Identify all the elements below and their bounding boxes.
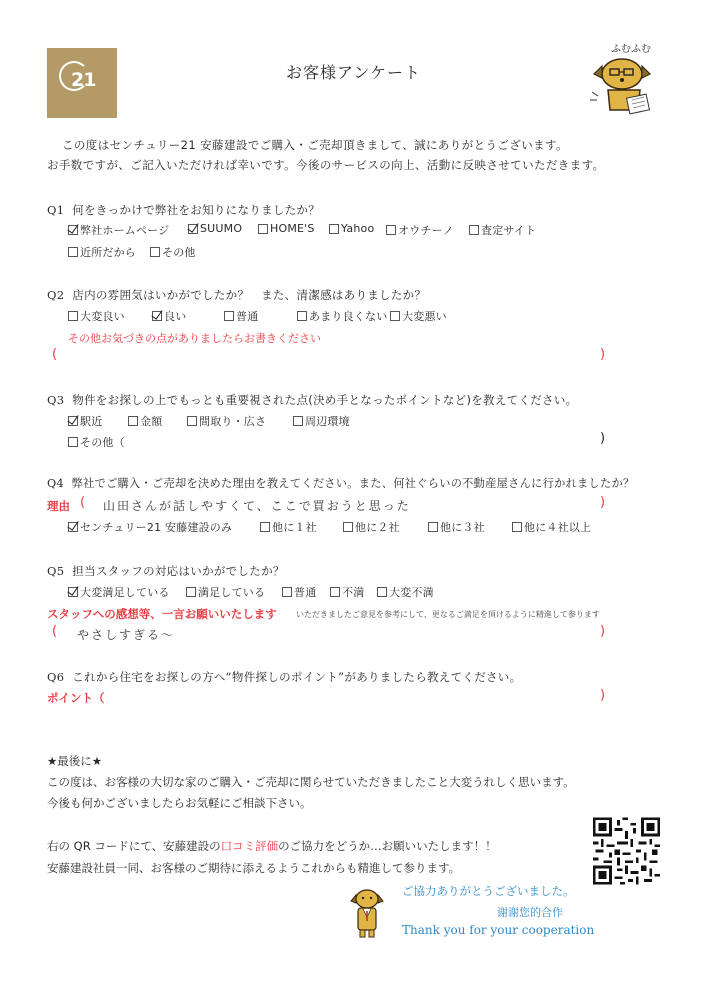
q6-text: これから住宅をお探しの方へ“物件探しのポイント”がありましたら教えてください。 <box>72 670 522 684</box>
checkbox-icon[interactable] <box>186 587 196 597</box>
q4-option-four-plus[interactable]: 他に４社以上 <box>512 519 591 535</box>
checkbox-checked-icon[interactable] <box>68 522 78 532</box>
q5-option-very-satisfied[interactable]: 大変満足している <box>68 584 170 600</box>
q6-point-label: ポイント（ <box>47 691 105 705</box>
q2-paren-close: ) <box>600 347 606 362</box>
q1-option-suumo[interactable]: SUUMO <box>188 222 242 235</box>
checkbox-icon[interactable] <box>258 224 268 234</box>
thanks-english: Thank you for your cooperation <box>402 923 595 937</box>
closing-heading: ★最後に★ <box>47 754 103 768</box>
q1-option-homes[interactable]: HOME'S <box>258 222 315 235</box>
intro-line-2: お手数ですが、ご記入いただければ幸いです。今後のサービスの向上、活動に反映させていただきます。 <box>47 158 605 172</box>
q5-option-satisfied[interactable]: 満足している <box>186 584 265 600</box>
q1-option-homepage[interactable]: 弊社ホームページ <box>68 222 169 238</box>
checkbox-icon[interactable] <box>282 587 292 597</box>
century21-logo <box>47 48 117 118</box>
checkbox-icon[interactable] <box>68 311 78 321</box>
q6-label: Q6 <box>47 670 65 684</box>
checkbox-icon[interactable] <box>150 247 160 257</box>
thanks-japanese: ご協力ありがとうございました。 <box>402 884 575 898</box>
closing-line-2: 今後も何かございましたらお気軽にご相談下さい。 <box>47 796 312 810</box>
q5-note-small: いただきましたご意見を参考にして、更なるご満足を頂けるように精進して参ります <box>296 610 600 619</box>
q3-option-price[interactable]: 金額 <box>128 413 162 429</box>
checkbox-icon[interactable] <box>293 416 303 426</box>
q4-text: 弊社でご購入・ご売却を決めた理由を教えてください。また、何社ぐらいの不動産屋さんに行かれましたか？ <box>71 477 635 490</box>
checkbox-icon[interactable] <box>297 311 307 321</box>
checkbox-icon[interactable] <box>329 224 339 234</box>
q3-question <box>47 392 577 408</box>
thanks-chinese: 谢谢您的合作 <box>497 906 563 919</box>
q3-option-surroundings[interactable]: 周辺環境 <box>293 413 350 429</box>
checkbox-icon[interactable] <box>260 522 270 532</box>
q1-text: 何をきっかけで弊社をお知りになりましたか？ <box>72 203 321 217</box>
q1-question <box>47 202 320 218</box>
q4-option-three-more[interactable]: 他に３社 <box>428 519 485 535</box>
q4-reason-label: 理由 <box>47 499 70 513</box>
mascot-dog-small-icon <box>347 885 387 940</box>
checkbox-checked-icon[interactable] <box>152 311 162 321</box>
q3-text: 物件をお探しの上でもっとも重要視された点(決め手となったポイントなど)を教えてください。 <box>72 393 578 407</box>
q5-paren-open: ( <box>52 624 58 639</box>
q3-option-near-station[interactable]: 駅近 <box>68 413 102 429</box>
q2-question <box>47 287 426 303</box>
q5-paren-close: ) <box>600 624 606 639</box>
q4-reason-handwriting: 山田さんが話しやすくて、ここで買おうと思った <box>103 499 411 513</box>
q6-paren-close: ) <box>600 688 606 703</box>
q4-option-two-more[interactable]: 他に２社 <box>343 519 400 535</box>
q1-option-assessment-site[interactable]: 査定サイト <box>469 222 536 238</box>
q4-question <box>47 475 635 491</box>
q3-option-layout[interactable]: 間取り・広さ <box>187 413 266 429</box>
q4-reason-paren-open: ( <box>80 495 86 510</box>
q2-label: Q2 <box>47 288 65 302</box>
logo-number: 21 <box>71 69 96 91</box>
checkbox-icon[interactable] <box>469 225 479 235</box>
q6-question <box>47 669 521 685</box>
q4-option-only-us[interactable]: センチュリー21 安藤建設のみ <box>68 519 232 535</box>
q2-option-normal[interactable]: 普通 <box>224 308 258 324</box>
q5-label: Q5 <box>47 564 65 578</box>
checkbox-icon[interactable] <box>377 587 387 597</box>
q2-option-not-good[interactable]: あまり良くない <box>297 308 387 324</box>
q1-label: Q1 <box>47 203 65 217</box>
mascot-dog-icon <box>584 40 664 120</box>
checkbox-icon[interactable] <box>187 416 197 426</box>
q3-label: Q3 <box>47 393 65 407</box>
q2-option-good[interactable]: 良い <box>152 308 186 324</box>
q4-reason-paren-close: ) <box>600 495 606 510</box>
closing-line-4: 安藤建設社員一同、お客様のご期待に添えるようこれからも精進して参ります。 <box>47 861 461 875</box>
q2-note: その他お気づきの点がありましたらお書きください <box>68 332 321 345</box>
q2-text: 店内の雰囲気はいかがでしたか？ また、清潔感はありましたか？ <box>72 288 427 302</box>
q3-option-other[interactable]: その他（ <box>68 434 125 450</box>
checkbox-icon[interactable] <box>512 522 522 532</box>
qr-code-icon[interactable] <box>593 816 660 886</box>
checkbox-icon[interactable] <box>68 437 78 447</box>
checkbox-icon[interactable] <box>330 587 340 597</box>
intro-line-1: この度はセンチュリー21 安藤建設でご購入・ご売却頂きまして、誠にありがとうございます。 <box>62 138 568 152</box>
q5-text: 担当スタッフの対応はいかがでしたか？ <box>72 564 285 578</box>
checkbox-icon[interactable] <box>128 416 138 426</box>
checkbox-icon[interactable] <box>224 311 234 321</box>
q5-question <box>47 563 285 579</box>
q2-paren-open: ( <box>52 347 58 362</box>
q4-label: Q4 <box>47 477 64 490</box>
q3-paren-close: ) <box>600 431 606 446</box>
checkbox-checked-icon[interactable] <box>188 224 198 234</box>
page-title: お客様アンケート <box>285 63 422 82</box>
q5-note: スタッフへの感想等、一言お願いいたします <box>47 607 277 621</box>
q1-option-nearby[interactable]: 近所だから <box>68 244 136 260</box>
mascot-caption: ふむふむ <box>611 44 651 55</box>
closing-line-1: この度は、お客様の大切な家のご購入・ご売却に関らせていただきましたこと大変うれしく思います。 <box>47 775 575 789</box>
q1-option-other[interactable]: その他 <box>150 244 196 260</box>
q5-option-dissatisfied[interactable]: 不満 <box>330 584 364 600</box>
closing-qr-line: 右の QR コードにて、安藤建設の口コミ評価のご協力をどうか…お願いいたします！！ <box>47 839 497 853</box>
checkbox-checked-icon[interactable] <box>68 225 78 235</box>
checkbox-icon[interactable] <box>428 522 438 532</box>
q4-option-one-more[interactable]: 他に１社 <box>260 519 317 535</box>
q2-option-very-good[interactable]: 大変良い <box>68 308 125 324</box>
checkbox-icon[interactable] <box>68 247 78 257</box>
q2-option-very-bad[interactable]: 大変悪い <box>390 308 447 324</box>
q1-option-yahoo[interactable]: Yahoo <box>329 222 374 235</box>
checkbox-icon[interactable] <box>386 225 396 235</box>
checkbox-icon[interactable] <box>390 311 400 321</box>
checkbox-icon[interactable] <box>343 522 353 532</box>
checkbox-checked-icon[interactable] <box>68 416 78 426</box>
q5-option-normal[interactable]: 普通 <box>282 584 316 600</box>
q5-option-very-dissatisfied[interactable]: 大変不満 <box>377 584 434 600</box>
q5-handwriting: やさしすぎる〜 <box>77 628 176 642</box>
review-highlight: 口コミ評価 <box>220 839 279 853</box>
checkbox-checked-icon[interactable] <box>68 587 78 597</box>
q1-option-ouchino[interactable]: オウチーノ <box>386 222 454 238</box>
